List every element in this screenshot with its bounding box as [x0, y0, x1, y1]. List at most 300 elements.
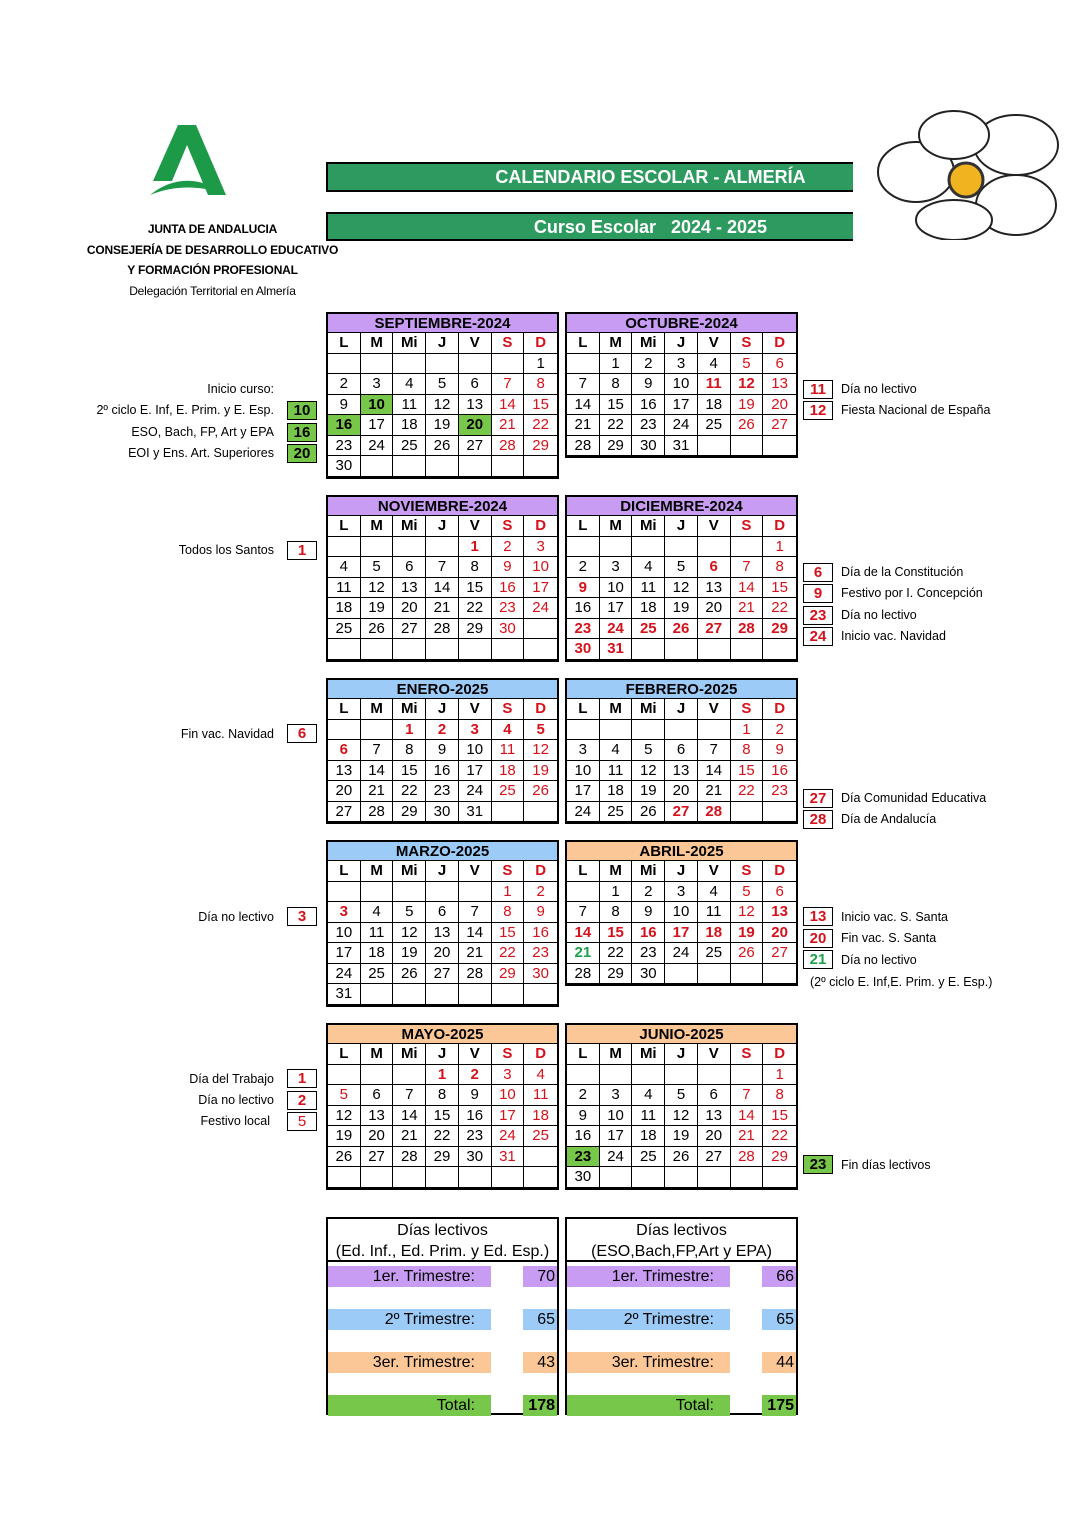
- marker-abr-20: 20: [803, 929, 833, 948]
- day-cell: 15: [600, 395, 633, 416]
- month-septiembre-2024: [326, 312, 559, 479]
- weekday-header: V: [698, 333, 731, 354]
- day-cell: 3: [328, 902, 361, 923]
- empty-cell: [393, 1167, 426, 1188]
- summary-value-t2: 65: [762, 1309, 796, 1330]
- day-cell: 16: [459, 1106, 492, 1127]
- day-cell: 14: [426, 578, 459, 599]
- empty-cell: [632, 1167, 665, 1188]
- day-cell: 2: [492, 537, 525, 558]
- day-cell: 25: [524, 1126, 557, 1147]
- empty-cell: [492, 802, 525, 823]
- day-cell: 19: [328, 1126, 361, 1147]
- empty-cell: [632, 639, 665, 660]
- note-abr-13: Inicio vac. S. Santa: [841, 910, 949, 924]
- summary-value-t2: 65: [523, 1309, 557, 1330]
- day-cell: 1: [524, 354, 557, 375]
- day-cell: 19: [524, 761, 557, 782]
- day-cell: 5: [731, 354, 764, 375]
- day-cell: 5: [665, 1085, 698, 1106]
- day-cell: 29: [524, 436, 557, 457]
- day-cell: 24: [567, 802, 600, 823]
- day-cell: 1: [600, 882, 633, 903]
- day-cell: 11: [698, 374, 731, 395]
- day-cell: 4: [492, 720, 525, 741]
- month-noviembre-2024: [326, 495, 559, 662]
- day-cell: 4: [600, 740, 633, 761]
- day-cell: 16: [567, 598, 600, 619]
- weekday-header: D: [763, 1044, 796, 1065]
- month-title: ENERO-2025: [326, 678, 559, 699]
- month-enero-2025: [326, 678, 559, 824]
- empty-cell: [698, 1167, 731, 1188]
- day-cell: 12: [731, 374, 764, 395]
- day-cell: 17: [492, 1106, 525, 1127]
- note-oct-12: Fiesta Nacional de España: [841, 403, 991, 417]
- note-abr-20: Fin vac. S. Santa: [841, 931, 937, 945]
- empty-cell: [763, 436, 796, 457]
- day-cell: 23: [492, 598, 525, 619]
- empty-cell: [567, 720, 600, 741]
- day-cell: 12: [524, 740, 557, 761]
- weekday-header: V: [459, 1044, 492, 1065]
- empty-cell: [492, 1167, 525, 1188]
- summary-value-t3: 44: [762, 1352, 796, 1373]
- note-feb-28: Día de Andalucía: [841, 812, 937, 826]
- day-cell: 10: [361, 395, 394, 416]
- day-cell: 27: [393, 619, 426, 640]
- weekday-header: M: [600, 1044, 633, 1065]
- empty-cell: [393, 882, 426, 903]
- month-title: FEBRERO-2025: [565, 678, 798, 699]
- empty-cell: [361, 537, 394, 558]
- empty-cell: [698, 720, 731, 741]
- weekday-header: M: [361, 699, 394, 720]
- day-cell: 17: [665, 923, 698, 944]
- empty-cell: [698, 639, 731, 660]
- day-cell: 30: [328, 456, 361, 477]
- day-cell: 28: [731, 619, 764, 640]
- day-cell: 8: [524, 374, 557, 395]
- day-cell: 7: [459, 902, 492, 923]
- day-cell: 11: [524, 1085, 557, 1106]
- day-cell: 2: [567, 557, 600, 578]
- empty-cell: [698, 436, 731, 457]
- day-cell: 14: [567, 395, 600, 416]
- day-cell: 18: [361, 943, 394, 964]
- day-cell: 14: [731, 578, 764, 599]
- day-cell: 17: [524, 578, 557, 599]
- weekday-header: D: [763, 861, 796, 882]
- empty-cell: [426, 456, 459, 477]
- day-cell: 8: [763, 557, 796, 578]
- empty-cell: [731, 1167, 764, 1188]
- marker-oct-11: 11: [803, 380, 833, 399]
- weekday-header: J: [665, 699, 698, 720]
- day-cell: 21: [459, 943, 492, 964]
- day-cell: 2: [426, 720, 459, 741]
- day-cell: 20: [698, 1126, 731, 1147]
- day-cell: 2: [632, 354, 665, 375]
- empty-cell: [492, 984, 525, 1005]
- empty-cell: [731, 964, 764, 985]
- empty-cell: [731, 1065, 764, 1086]
- day-cell: 1: [492, 882, 525, 903]
- day-cell: 29: [393, 802, 426, 823]
- day-cell: 9: [328, 395, 361, 416]
- day-cell: 21: [567, 415, 600, 436]
- month-marzo-2025: [326, 840, 559, 1007]
- empty-cell: [524, 1147, 557, 1168]
- day-cell: 6: [665, 740, 698, 761]
- weekday-header: D: [524, 699, 557, 720]
- day-cell: 25: [632, 1147, 665, 1168]
- weekday-header: D: [763, 699, 796, 720]
- weekday-header: D: [524, 333, 557, 354]
- day-cell: 14: [361, 761, 394, 782]
- weekday-header: S: [492, 699, 525, 720]
- day-cell: 11: [393, 395, 426, 416]
- note-inicio-eso: ESO, Bach, FP, Art y EPA: [131, 425, 274, 439]
- empty-cell: [328, 639, 361, 660]
- note-abr-21-detail: (2º ciclo E. Inf,E. Prim. y E. Esp.): [810, 975, 993, 989]
- note-festivo-local: Festivo local: [200, 1114, 270, 1128]
- note-dic-6: Día de la Constitución: [841, 565, 964, 579]
- day-cell: 24: [328, 964, 361, 985]
- weekday-header: L: [328, 516, 361, 537]
- day-cell: 15: [492, 923, 525, 944]
- weekday-header: M: [600, 699, 633, 720]
- marker-mayo-no-lectivo: 2: [287, 1091, 317, 1110]
- day-cell: 19: [361, 598, 394, 619]
- day-cell: 22: [426, 1126, 459, 1147]
- summary-label-t1: 1er. Trimestre:: [328, 1266, 491, 1287]
- day-cell: 8: [763, 1085, 796, 1106]
- day-cell: 31: [665, 436, 698, 457]
- day-cell: 28: [459, 964, 492, 985]
- weekday-header: J: [426, 699, 459, 720]
- day-cell: 9: [524, 902, 557, 923]
- day-cell: 23: [632, 943, 665, 964]
- day-cell: 18: [393, 415, 426, 436]
- day-cell: 14: [567, 923, 600, 944]
- day-cell: 8: [459, 557, 492, 578]
- day-cell: 17: [600, 598, 633, 619]
- day-cell: 16: [567, 1126, 600, 1147]
- day-cell: 14: [393, 1106, 426, 1127]
- day-cell: 10: [600, 1106, 633, 1127]
- day-cell: 3: [459, 720, 492, 741]
- empty-cell: [524, 639, 557, 660]
- empty-cell: [567, 537, 600, 558]
- weekday-header: S: [492, 861, 525, 882]
- day-cell: 1: [459, 537, 492, 558]
- weekday-header: L: [567, 333, 600, 354]
- day-cell: 6: [698, 557, 731, 578]
- day-cell: 29: [600, 964, 633, 985]
- day-cell: 6: [763, 882, 796, 903]
- empty-cell: [731, 639, 764, 660]
- day-cell: 2: [459, 1065, 492, 1086]
- day-cell: 7: [426, 557, 459, 578]
- day-cell: 24: [665, 415, 698, 436]
- summary-title: Días lectivos: [636, 1222, 727, 1239]
- empty-cell: [361, 882, 394, 903]
- day-cell: 4: [632, 557, 665, 578]
- empty-cell: [600, 537, 633, 558]
- day-cell: 26: [632, 802, 665, 823]
- day-cell: 31: [492, 1147, 525, 1168]
- day-cell: 23: [567, 1147, 600, 1168]
- day-cell: 10: [600, 578, 633, 599]
- empty-cell: [328, 882, 361, 903]
- day-cell: 8: [393, 740, 426, 761]
- day-cell: 9: [492, 557, 525, 578]
- day-cell: 26: [361, 619, 394, 640]
- day-cell: 23: [763, 781, 796, 802]
- day-cell: 22: [763, 1126, 796, 1147]
- summary-value-total: 178: [523, 1395, 557, 1416]
- summary-label-t2: 2º Trimestre:: [567, 1309, 730, 1330]
- day-cell: 17: [567, 781, 600, 802]
- day-cell: 20: [698, 598, 731, 619]
- day-cell: 26: [524, 781, 557, 802]
- note-feb-27: Día Comunidad Educativa: [841, 791, 987, 805]
- summary-value-total: 175: [762, 1395, 796, 1416]
- day-cell: 14: [492, 395, 525, 416]
- day-cell: 26: [328, 1147, 361, 1168]
- day-cell: 27: [763, 415, 796, 436]
- day-cell: 18: [524, 1106, 557, 1127]
- empty-cell: [567, 1065, 600, 1086]
- empty-cell: [459, 984, 492, 1005]
- note-todos-santos: Todos los Santos: [178, 543, 274, 557]
- day-cell: 11: [632, 578, 665, 599]
- org-line-2: CONSEJERÍA DE DESARROLLO EDUCATIVO: [86, 243, 339, 257]
- day-cell: 7: [731, 1085, 764, 1106]
- empty-cell: [632, 720, 665, 741]
- empty-cell: [763, 1167, 796, 1188]
- day-cell: 15: [524, 395, 557, 416]
- day-cell: 15: [763, 578, 796, 599]
- day-cell: 17: [361, 415, 394, 436]
- weekday-header: M: [361, 1044, 394, 1065]
- day-cell: 18: [328, 598, 361, 619]
- day-cell: 24: [492, 1126, 525, 1147]
- flower-image: [876, 110, 1061, 240]
- day-cell: 25: [698, 943, 731, 964]
- day-cell: 19: [731, 923, 764, 944]
- marker-jun-23: 23: [803, 1155, 833, 1174]
- marker-inicio-eso: 16: [287, 423, 317, 442]
- day-cell: 21: [731, 1126, 764, 1147]
- weekday-header: V: [459, 516, 492, 537]
- day-cell: 3: [524, 537, 557, 558]
- day-cell: 4: [698, 882, 731, 903]
- day-cell: 3: [600, 1085, 633, 1106]
- day-cell: 18: [632, 1126, 665, 1147]
- day-cell: 24: [665, 943, 698, 964]
- empty-cell: [524, 984, 557, 1005]
- day-cell: 24: [361, 436, 394, 457]
- day-cell: 27: [426, 964, 459, 985]
- day-cell: 13: [698, 1106, 731, 1127]
- calendar-title-banner: [326, 162, 853, 192]
- summary-body: [565, 1262, 798, 1415]
- day-cell: 9: [426, 740, 459, 761]
- note-fin-navidad: Fin vac. Navidad: [180, 727, 274, 741]
- day-cell: 29: [492, 964, 525, 985]
- day-cell: 19: [426, 415, 459, 436]
- day-cell: 10: [665, 902, 698, 923]
- empty-cell: [459, 456, 492, 477]
- empty-cell: [492, 639, 525, 660]
- weekday-header: Mi: [632, 333, 665, 354]
- empty-cell: [567, 354, 600, 375]
- day-cell: 12: [361, 578, 394, 599]
- day-cell: 15: [731, 761, 764, 782]
- empty-cell: [426, 537, 459, 558]
- day-cell: 29: [600, 436, 633, 457]
- day-cell: 10: [328, 923, 361, 944]
- weekday-header: D: [763, 516, 796, 537]
- note-mayo-no-lectivo: Día no lectivo: [198, 1093, 274, 1107]
- empty-cell: [361, 354, 394, 375]
- day-cell: 8: [600, 902, 633, 923]
- empty-cell: [524, 802, 557, 823]
- day-cell: 2: [763, 720, 796, 741]
- day-cell: 19: [665, 598, 698, 619]
- day-cell: 12: [426, 395, 459, 416]
- day-cell: 18: [600, 781, 633, 802]
- empty-cell: [731, 436, 764, 457]
- summary-label-t2: 2º Trimestre:: [328, 1309, 491, 1330]
- day-cell: 8: [731, 740, 764, 761]
- weekday-header: V: [698, 699, 731, 720]
- weekday-header: L: [567, 861, 600, 882]
- day-cell: 26: [393, 964, 426, 985]
- month-mayo-2025: [326, 1023, 559, 1190]
- day-cell: 6: [426, 902, 459, 923]
- day-cell: 20: [665, 781, 698, 802]
- note-dic-24: Inicio vac. Navidad: [841, 629, 946, 643]
- day-cell: 20: [763, 395, 796, 416]
- weekday-header: S: [731, 699, 764, 720]
- empty-cell: [567, 882, 600, 903]
- day-cell: 21: [393, 1126, 426, 1147]
- empty-cell: [763, 964, 796, 985]
- day-cell: 19: [393, 943, 426, 964]
- day-cell: 25: [698, 415, 731, 436]
- day-cell: 22: [492, 943, 525, 964]
- empty-cell: [492, 354, 525, 375]
- weekday-header: J: [665, 1044, 698, 1065]
- day-cell: 25: [600, 802, 633, 823]
- summary-header: [326, 1217, 559, 1262]
- day-cell: 8: [426, 1085, 459, 1106]
- weekday-header: M: [600, 333, 633, 354]
- day-cell: 20: [393, 598, 426, 619]
- note-dic-9: Festivo por I. Concepción: [841, 586, 983, 600]
- empty-cell: [524, 619, 557, 640]
- weekday-header: L: [328, 699, 361, 720]
- day-cell: 24: [600, 619, 633, 640]
- summary-header: [565, 1217, 798, 1262]
- empty-cell: [426, 882, 459, 903]
- note-dic-23: Día no lectivo: [841, 608, 917, 622]
- day-cell: 24: [600, 1147, 633, 1168]
- empty-cell: [665, 964, 698, 985]
- day-cell: 15: [763, 1106, 796, 1127]
- month-title: OCTUBRE-2024: [565, 312, 798, 333]
- weekday-header: Mi: [632, 699, 665, 720]
- empty-cell: [361, 456, 394, 477]
- summary-subtitle: (ESO,Bach,FP,Art y EPA): [591, 1243, 772, 1260]
- day-cell: 2: [328, 374, 361, 395]
- day-cell: 4: [632, 1085, 665, 1106]
- day-cell: 5: [665, 557, 698, 578]
- day-cell: 29: [426, 1147, 459, 1168]
- day-cell: 7: [492, 374, 525, 395]
- day-cell: 16: [632, 395, 665, 416]
- day-cell: 29: [763, 1147, 796, 1168]
- day-cell: 25: [328, 619, 361, 640]
- day-cell: 7: [567, 902, 600, 923]
- day-cell: 18: [492, 761, 525, 782]
- day-cell: 22: [524, 415, 557, 436]
- month-febrero-2025: [565, 678, 798, 824]
- empty-cell: [393, 639, 426, 660]
- day-cell: 3: [665, 354, 698, 375]
- weekday-header: D: [763, 333, 796, 354]
- day-cell: 30: [459, 1147, 492, 1168]
- note-inicio-curso: Inicio curso:: [207, 382, 274, 396]
- weekday-header: J: [426, 861, 459, 882]
- day-cell: 15: [459, 578, 492, 599]
- marker-todos-santos: 1: [287, 541, 317, 560]
- day-cell: 23: [567, 619, 600, 640]
- day-cell: 4: [524, 1065, 557, 1086]
- weekday-header: Mi: [632, 1044, 665, 1065]
- summary-label-t1: 1er. Trimestre:: [567, 1266, 730, 1287]
- day-cell: 20: [426, 943, 459, 964]
- weekday-header: L: [328, 1044, 361, 1065]
- empty-cell: [492, 456, 525, 477]
- day-cell: 21: [567, 943, 600, 964]
- day-cell: 1: [393, 720, 426, 741]
- weekday-header: Mi: [393, 699, 426, 720]
- day-cell: 16: [763, 761, 796, 782]
- weekday-header: L: [567, 699, 600, 720]
- weekday-header: S: [731, 861, 764, 882]
- day-cell: 26: [665, 1147, 698, 1168]
- day-cell: 9: [632, 374, 665, 395]
- day-cell: 17: [328, 943, 361, 964]
- weekday-header: Mi: [393, 516, 426, 537]
- day-cell: 31: [600, 639, 633, 660]
- marker-marzo-no-lectivo: 3: [287, 907, 317, 926]
- marker-feb-28: 28: [803, 810, 833, 829]
- weekday-header: V: [698, 861, 731, 882]
- day-cell: 10: [459, 740, 492, 761]
- day-cell: 19: [632, 781, 665, 802]
- day-cell: 9: [567, 578, 600, 599]
- day-cell: 5: [731, 882, 764, 903]
- empty-cell: [328, 1065, 361, 1086]
- day-cell: 22: [600, 943, 633, 964]
- weekday-header: L: [567, 1044, 600, 1065]
- day-cell: 26: [731, 415, 764, 436]
